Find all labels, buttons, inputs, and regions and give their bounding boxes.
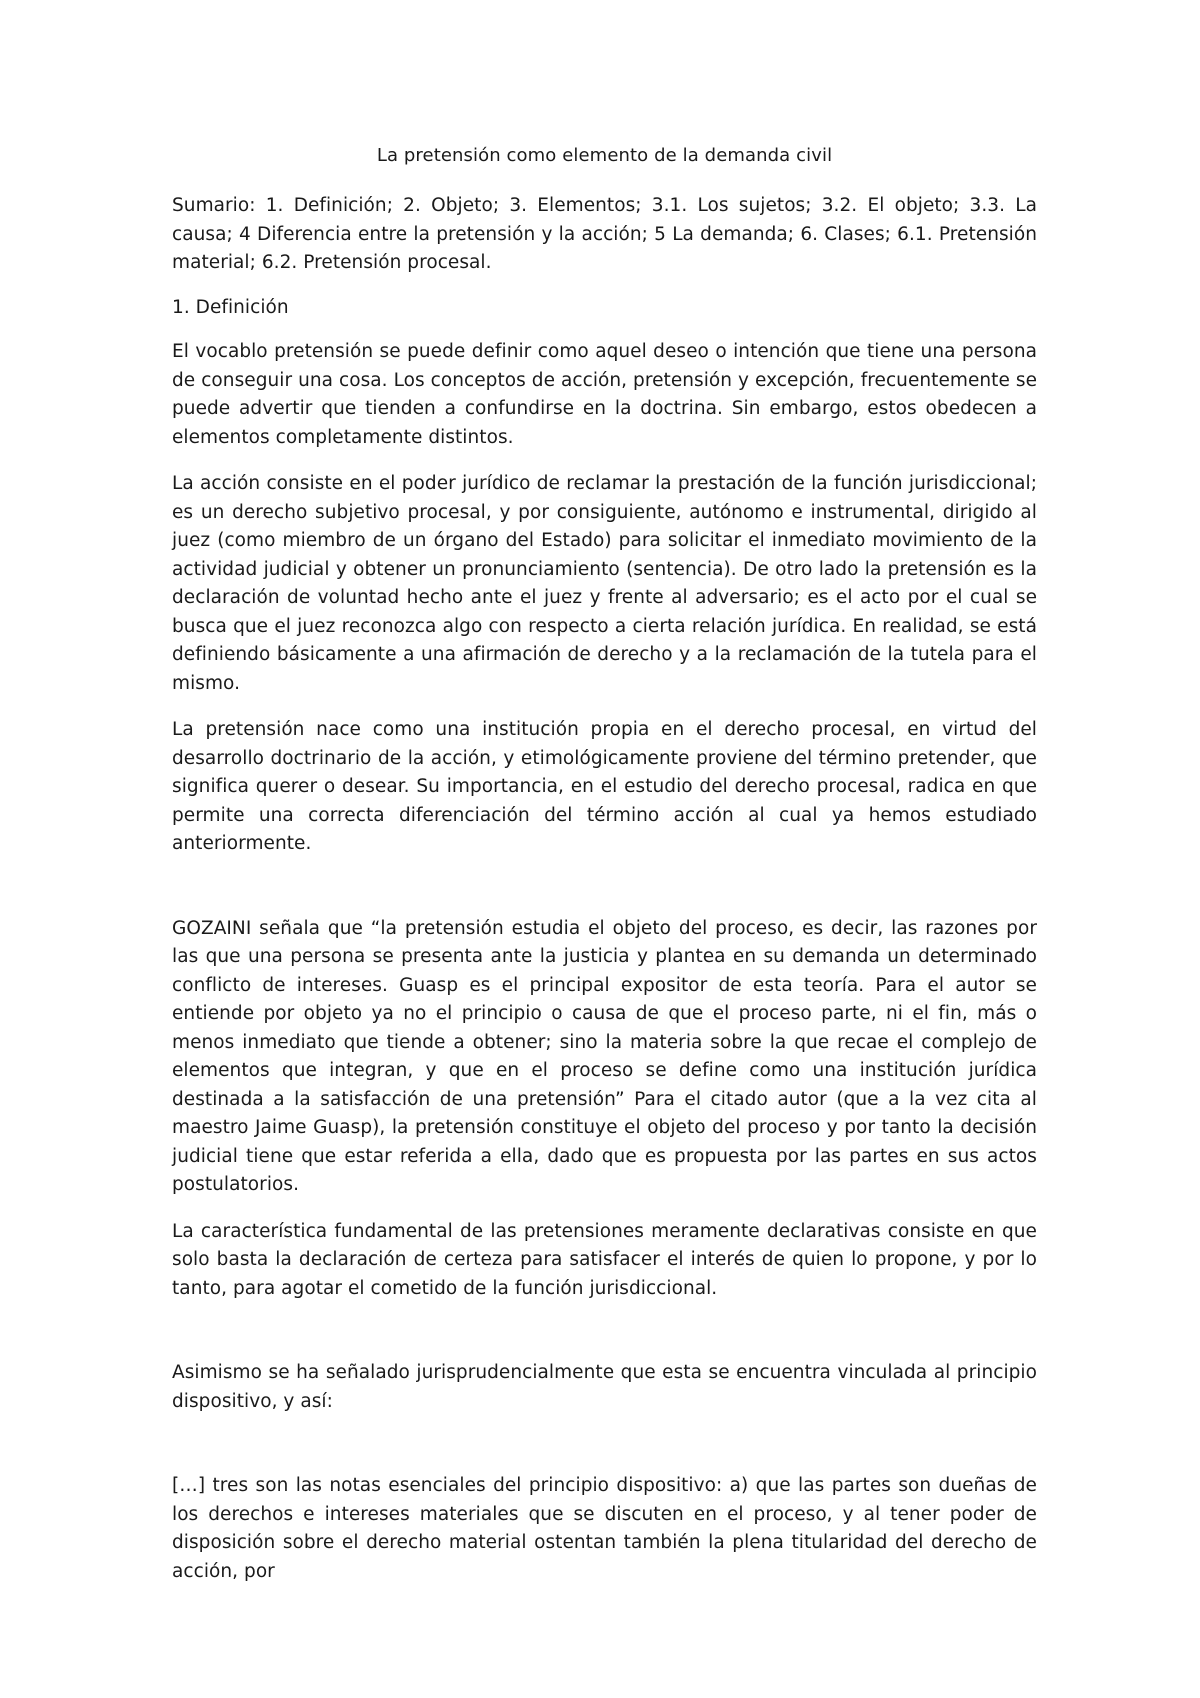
body-paragraph: GOZAINI señala que “la pretensión estudia el objeto del proceso, es decir, las razones por las que una persona se presenta ante la justicia y plantea en su demanda un determinado conflicto de intereses. Guasp es el principal expositor de esta teoría. Para el autor se entiende por objeto ya no el principio o causa de que el proceso parte, ni el fin, más o menos inmediato que tiende a obtener; sino la materia sobre la que recae el complejo de elementos que integran, y que en el proceso se define como una institución jurídica destinada a la satisfacción de una pretensión” Para el citado autor (que a la vez cita al maestro Jaime Guasp), la pretensión constituye el objeto del proceso y por tanto la decisión judicial tiene que estar referida a ella, dado que es propuesta por las partes en sus actos postulatorios.: [172, 917, 1037, 1195]
section-heading-definicion: 1. Definición: [172, 296, 289, 318]
quoted-paragraph: […] tres son las notas esenciales del principio dispositivo: a) que las partes son dueñas de los derechos e intereses materiales que se discuten en el proceso, y al tener poder de disposición sobre el derecho material ostentan también la plena titularidad del derecho de acción, por: [172, 1475, 1037, 1582]
body-paragraph: El vocablo pretensión se puede definir como aquel deseo o intención que tiene una persona de conseguir una cosa. Los conceptos de acción, pretensión y excepción, frecuentemente se puede advertir que tienden a confundirse en la doctrina. Sin embargo, estos obedecen a elementos completamente distintos.: [172, 341, 1037, 448]
body-paragraph: Asimismo se ha señalado jurisprudencialmente que esta se encuentra vinculada al principio dispositivo, y así:: [172, 1362, 1037, 1412]
body-paragraph: La acción consiste en el poder jurídico de reclamar la prestación de la función jurisdiccional; es un derecho subjetivo procesal, y por consiguiente, autónomo e instrumental, dirigido al juez (como miembro de un órgano del Estado) para solicitar el inmediato movimiento de la actividad judicial y obtener un pronunciamiento (sentencia). De otro lado la pretensión es la declaración de voluntad hecho ante el juez y frente al adversario; es el acto por el cual se busca que el juez reconozca algo con respecto a cierta relación jurídica. En realidad, se está definiendo básicamente a una afirmación de derecho y a la reclamación de la tutela para el mismo.: [172, 473, 1037, 694]
document-title: La pretensión como elemento de la demanda civil: [376, 145, 833, 166]
body-paragraph: La característica fundamental de las pretensiones meramente declarativas consiste en que solo basta la declaración de certeza para satisfacer el interés de quien lo propone, y por lo tanto, para agotar el cometido de la función jurisdiccional.: [172, 1220, 1037, 1299]
summary-paragraph: Sumario: 1. Definición; 2. Objeto; 3. Elementos; 3.1. Los sujetos; 3.2. El objeto; 3.3. La causa; 4 Diferencia entre la pretensión y la acción; 5 La demanda; 6. Clases; 6.1. Pretensión material; 6.2. Pretensión procesal.: [172, 195, 1037, 273]
body-paragraph: La pretensión nace como una institución propia en el derecho procesal, en virtud del desarrollo doctrinario de la acción, y etimológicamente proviene del término pretender, que significa querer o desear. Su importancia, en el estudio del derecho procesal, radica en que permite una correcta diferenciación del término acción al cual ya hemos estudiado anteriormente.: [172, 719, 1037, 854]
